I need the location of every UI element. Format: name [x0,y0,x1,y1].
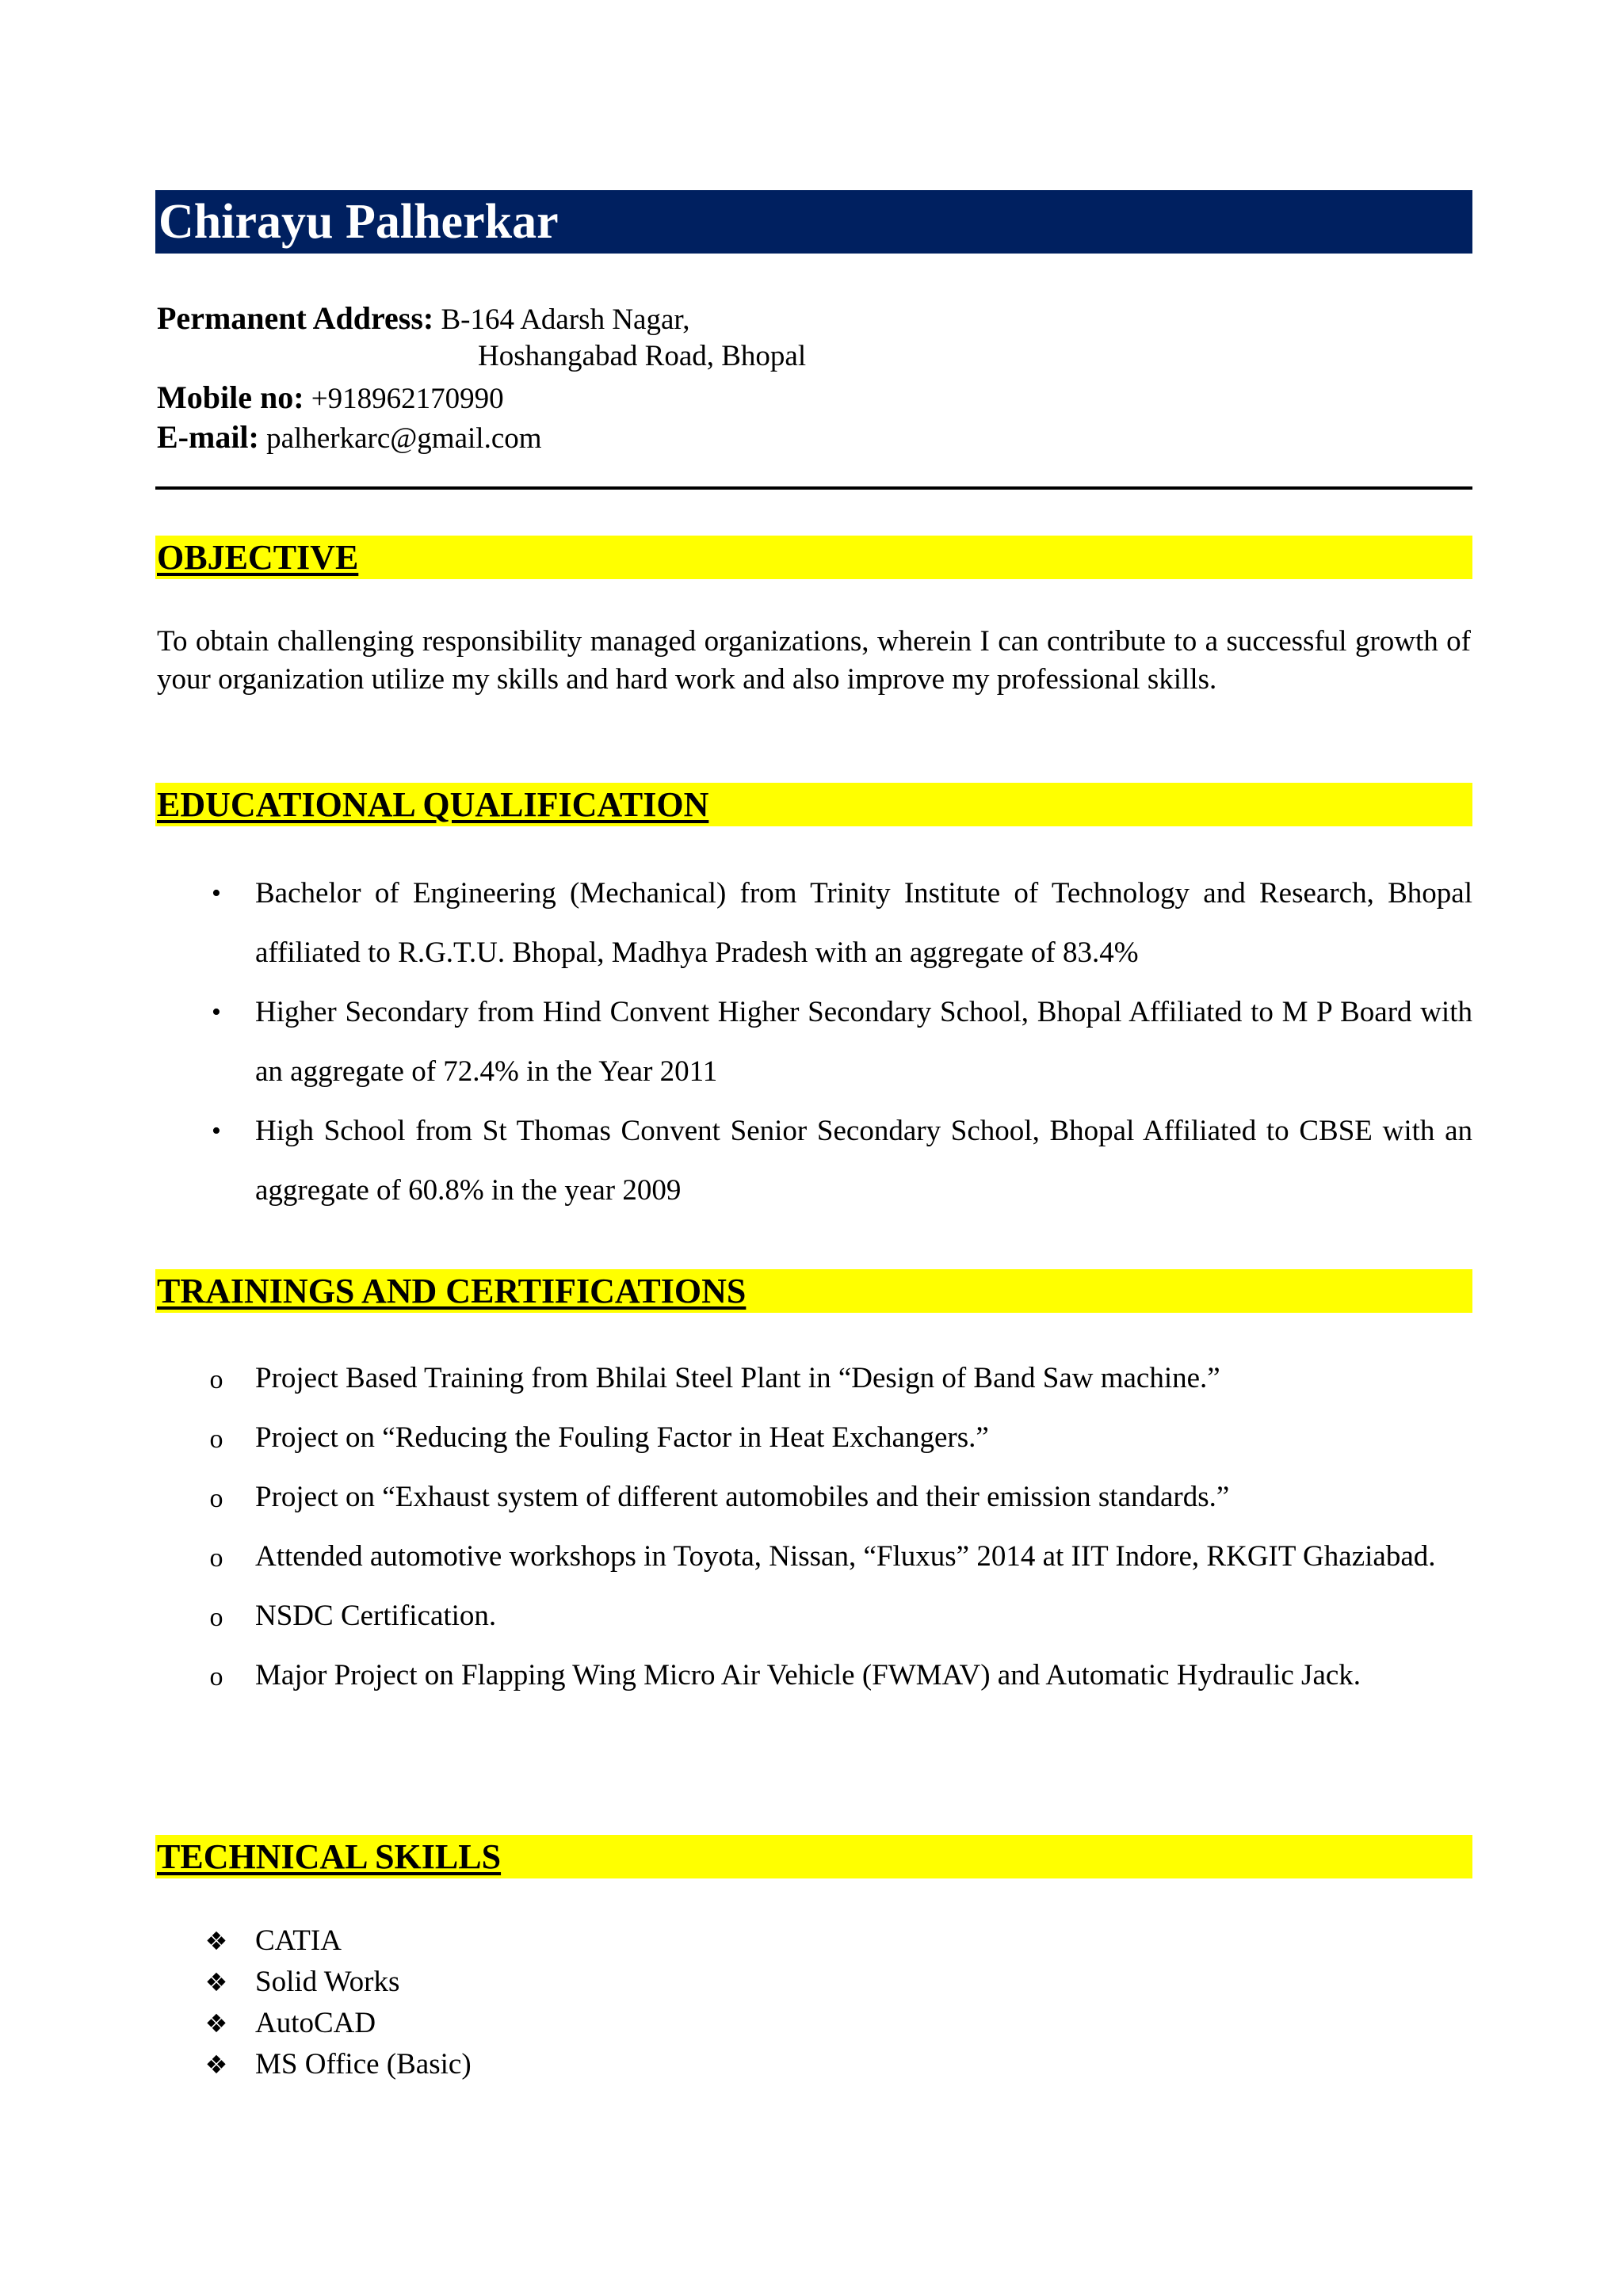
objective-heading: OBJECTIVE [155,536,1472,579]
circle-bullet-icon: o [209,1543,223,1573]
education-item-text: High School from St Thomas Convent Senior Secondary School, Bhopal Affiliated to CBSE with an aggregate of 60.8% in the year 2009 [255,1115,1472,1207]
training-item-text: Project Based Training from Bhilai Steel Plant in “Design of Band Saw machine.” [255,1362,1220,1394]
training-item-text: Project on “Reducing the Fouling Factor in Heat Exchangers.” [255,1421,989,1454]
list-item [157,1586,1472,1646]
address-label: Permanent Address: [157,300,434,336]
bullet-icon: • [212,879,221,908]
skill-item-text: Solid Works [255,1966,400,1998]
education-item-text: Bachelor of Engineering (Mechanical) from Trinity Institute of Technology and Research, Bhopal affiliated to R.G.T.U. Bhopal, Madhya Pradesh with an aggregate of 83.4% [255,877,1472,969]
education-item-text: Higher Secondary from Hind Convent Higher Secondary School, Bhopal Affiliated to M P Board with an aggregate of 72.4% in the Year 2011 [255,996,1472,1088]
list-item [157,1962,1472,2003]
circle-bullet-icon: o [209,1425,223,1454]
training-item-text: Project on “Exhaust system of different automobiles and their emission standards.” [255,1481,1230,1513]
list-item [157,1646,1472,1705]
skill-item-text: CATIA [255,1924,342,1957]
address-line-1 [157,299,689,337]
list-item [157,2044,1472,2085]
bullet-icon: • [212,997,221,1027]
circle-bullet-icon: o [209,1603,223,1632]
list-item [157,864,1472,982]
training-item-text: NSDC Certification. [255,1600,497,1632]
address-line-2: Hoshangabad Road, Bhopal [478,340,807,372]
skill-item-text: AutoCAD [255,2007,376,2039]
header-divider [155,486,1472,490]
training-item-text: Major Project on Flapping Wing Micro Air Vehicle (FWMAV) and Automatic Hydraulic Jack. [255,1659,1361,1691]
objective-text: To obtain challenging responsibility managed organizations, wherein I can contribute to a successful growth of your organization utilize my skills and hard work and also improve my professional skills. [157,625,1471,696]
email-line [157,418,542,456]
circle-bullet-icon: o [209,1484,223,1513]
trainings-heading: TRAININGS AND CERTIFICATIONS [155,1269,1472,1313]
list-item [157,1920,1472,1962]
list-item [157,1348,1472,1408]
list-item [157,982,1472,1101]
diamond-bullet-icon: ❖ [204,1967,228,1997]
skill-item-text: MS Office (Basic) [255,2048,472,2081]
mobile-line [157,379,504,416]
trainings-list [157,1348,1472,1705]
list-item [157,1467,1472,1527]
list-item [157,1101,1472,1220]
education-heading: EDUCATIONAL QUALIFICATION [155,783,1472,826]
skills-heading: TECHNICAL SKILLS [155,1835,1472,1878]
diamond-bullet-icon: ❖ [204,2008,228,2039]
training-item-text: Attended automotive workshops in Toyota, Nissan, “Fluxus” 2014 at IIT Indore, RKGIT Ghaziabad. [255,1540,1436,1573]
email-label: E-mail: [157,419,259,455]
circle-bullet-icon: o [209,1662,223,1691]
mobile-value: +918962170990 [311,383,504,415]
list-item [157,2003,1472,2044]
education-list [157,864,1472,1220]
mobile-label: Mobile no: [157,379,304,415]
list-item [157,1527,1472,1586]
address-value-line1: B-164 Adarsh Nagar, [441,303,690,336]
candidate-name: Chirayu Palherkar [155,190,1472,254]
circle-bullet-icon: o [209,1365,223,1394]
diamond-bullet-icon: ❖ [204,2050,228,2080]
skills-list [157,1920,1472,2085]
diamond-bullet-icon: ❖ [204,1926,228,1956]
email-value: palherkarc@gmail.com [266,422,542,455]
list-item [157,1408,1472,1467]
bullet-icon: • [212,1116,221,1146]
